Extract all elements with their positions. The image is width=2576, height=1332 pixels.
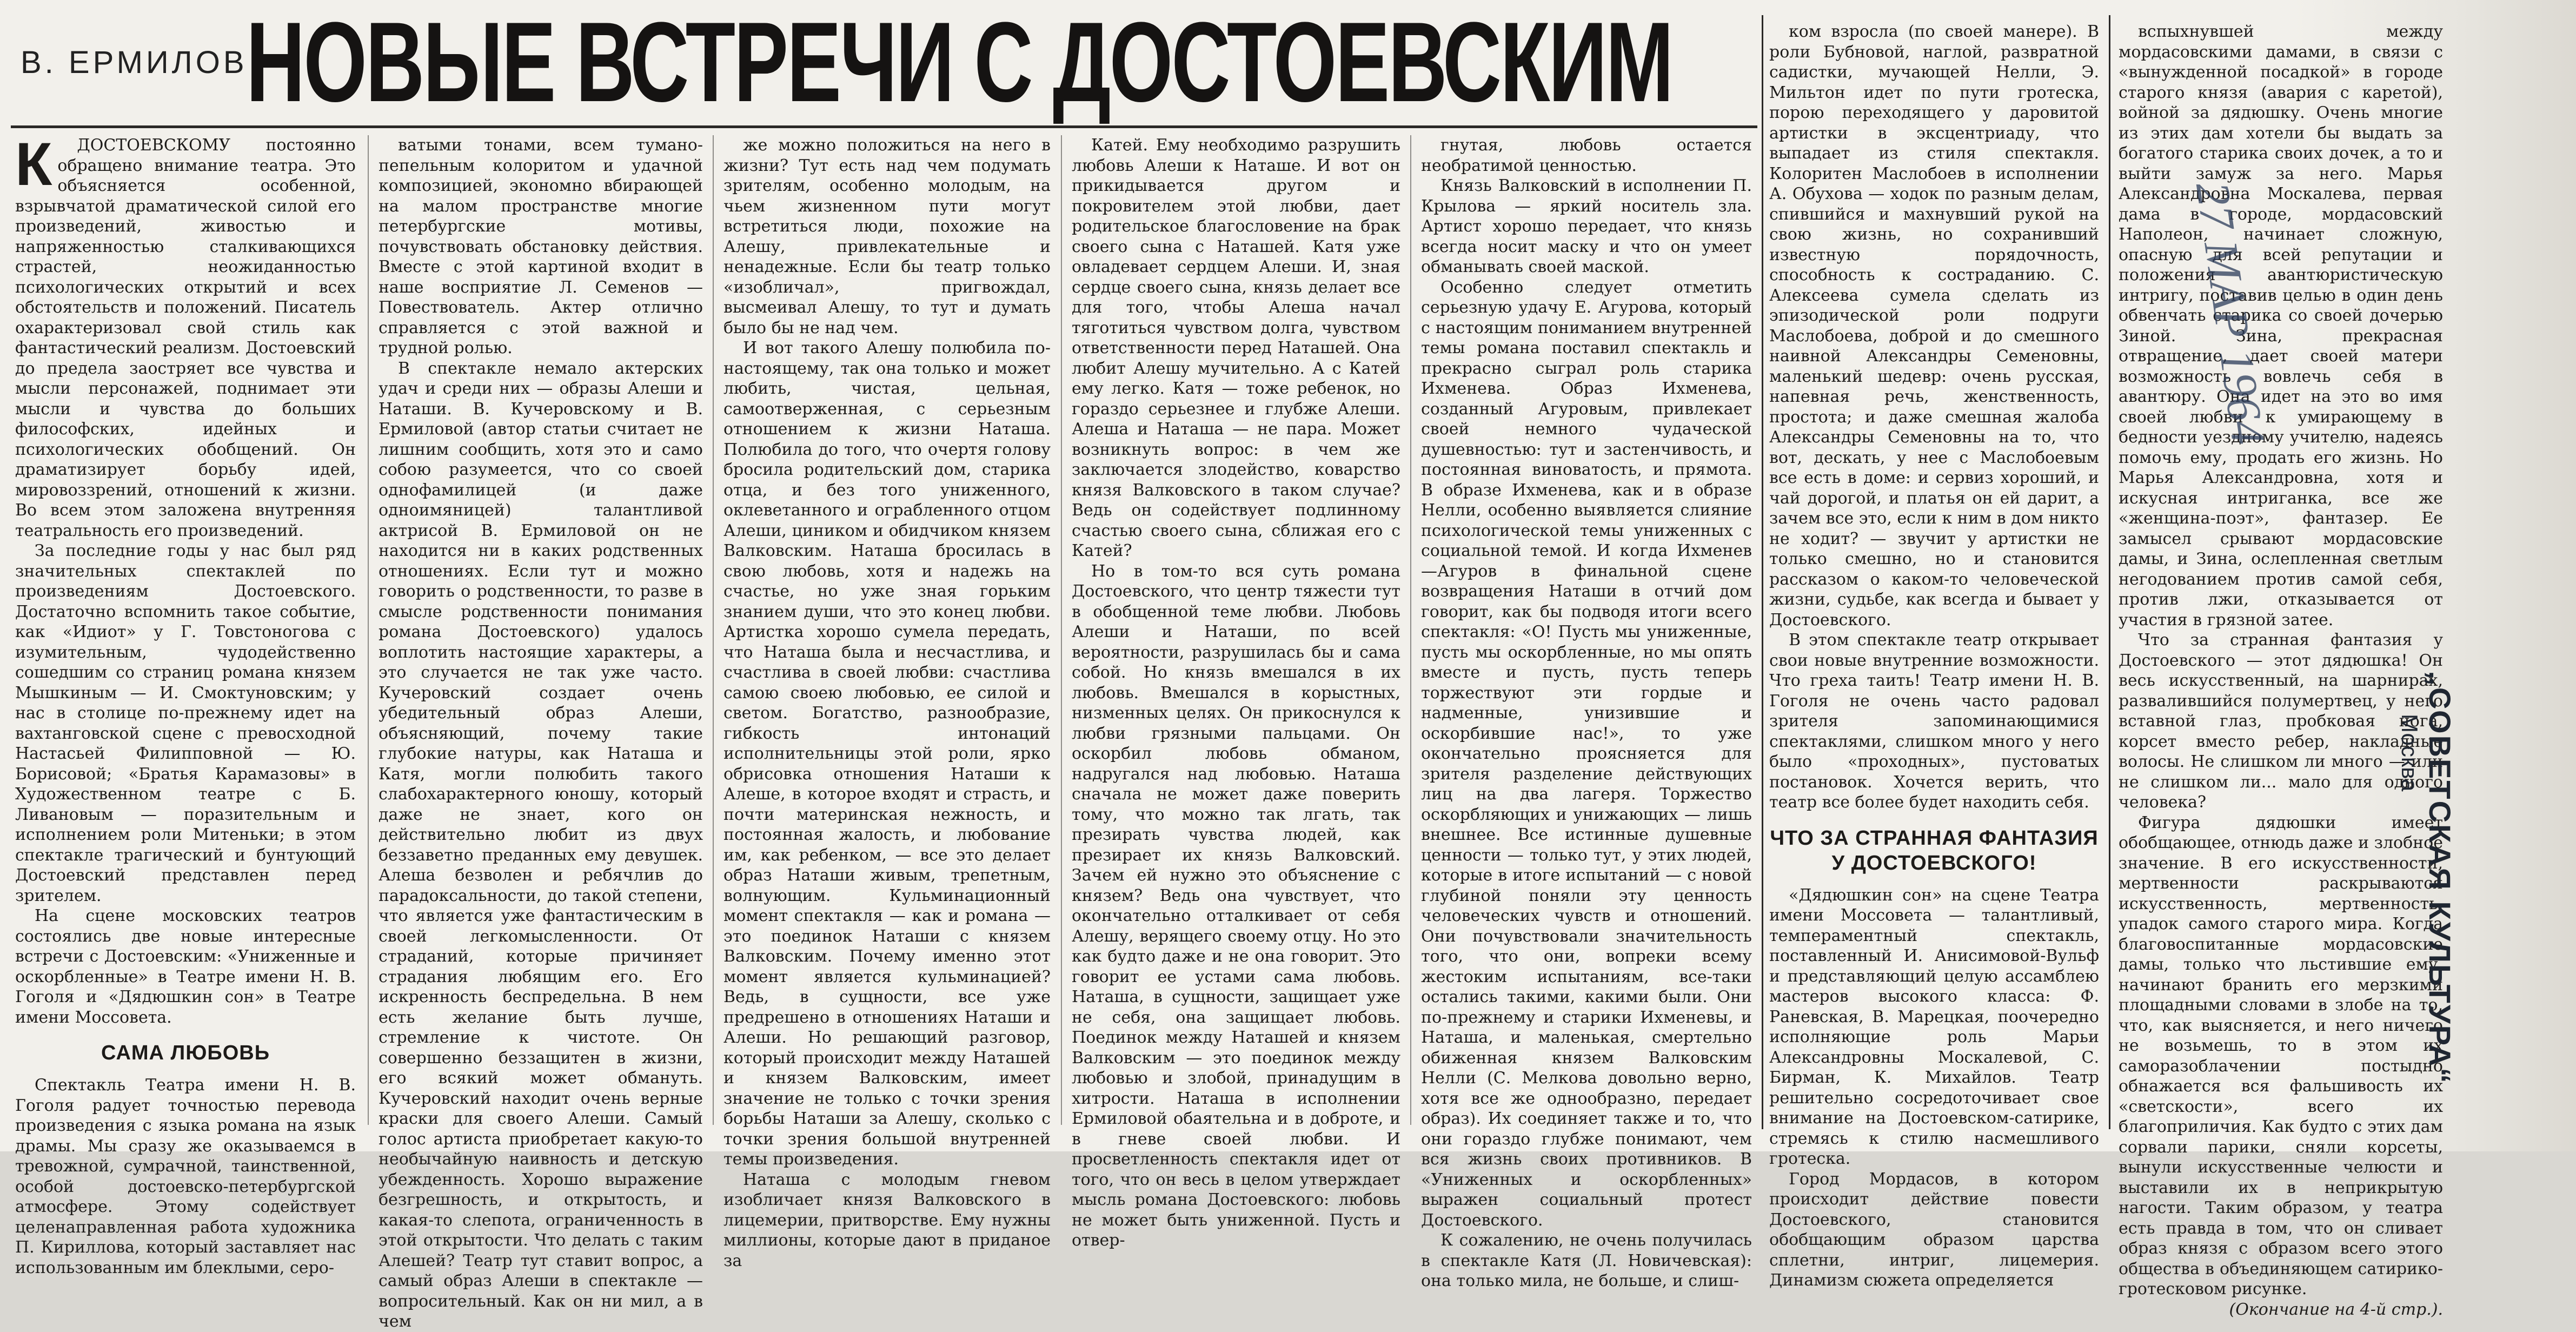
paragraph: «Дядюшкин сон» на сцене Театра имени Моссовета — талантливый, темпераментный спектакль, поставленный И. Анисимовой-Вульф и представляющий целую ассамблею мастеров высокого класса: Ф. Раневская, В. Марецкая, поочередно исполняющие роль Марьи Александровны Москалевой, С. Бирман, К. Михайлов. Театр решительно сосредоточивает свое внимание на Достоевском-сатирике, стремясь к стилю насмешливого гротеска. bbox=[1769, 885, 2099, 1168]
article-column-5 bbox=[1421, 135, 1752, 1290]
city-stamp: Москва bbox=[2397, 714, 2422, 792]
article-headline: НОВЫЕ ВСТРЕЧИ С ДОСТОЕВСКИМ bbox=[246, 0, 1672, 125]
article-column-7 bbox=[2119, 22, 2443, 1319]
paragraph: вспыхнувшей между мордасовскими дамами, в связи с «вынужденной посадкой» в городе старого князя (авария с каретой), войной за дядюшку. Очень многие из этих дам хотели бы выдать за богатого старика своих дочек, а то и выйти замуж за него. Марья Александровна Москалева, первая дама в городе, мордасовский Наполеон, начинает сложную, опасную для всей репутации и положения авантюристическую интригу, поставив целью в один день обвенчать старика со своей дочерью Зиной. Зина, прекрасная отвращение, дает своей матери возможность вовлечь себя в авантюру. Она идет на это во имя своей любви к умирающему в бедности уездному учителю, надеясь помочь ему, продать его жизнь. Но Марья Александровна, хотя и искусная интриганка, все же «женщина-поэт», фантазер. Ее замысел срывают мордасовские дамы, и Зина, ослепленная светлым негодованием против самой себя, против лжи, отказывается от участия в грязной затее. bbox=[2119, 22, 2443, 629]
paragraph: ком взросла (по своей манере). В роли Бубновой, наглой, развратной садистки, мучающей Нелли, Э. Мильтон идет по пути гротеска, порою переходящего у даровитой артистки в эксцентриаду, что выпадает из стиля спектакля. Колоритен Маслобоев в исполнении А. Обухова — ходок по разным делам, спившийся и махнувший рукой на свою жизнь, но сохранивший известную порядочность, способность к состраданию. С. Алексеева сумела сделать из эпизодической роли подруги Маслобоева, доброй и до смешного наивной Александры Семеновны, маленький шедевр: очень русская, напевная речь, женственность, простота; и даже смешная жалоба Александры Семеновны на то, что вот, дескать, у нее с Маслобоевым все есть в доме: и сервиз хороший, и чай дорогой, и платья он ей дарит, а зачем все это, если к ним в дом никто не ходит? — звучит у артистки не только смешно, но и становится рассказом о каком-то человеческой жизни, судьбе, как всегда и бывает у Достоевского. bbox=[1769, 22, 2099, 629]
article-column-6 bbox=[1769, 22, 2099, 1290]
paragraph: Но в том-то вся суть романа Достоевского, что центр тяжести тут в обобщенной теме любви. Любовь Алеши и Наташи, по всей вероятности, разрушилась бы и сама собой. Но князь вмешался в их любовь. Вмешался в корыстных, низменных целях. Он прикоснулся к любви грязными пальцами. Он оскорбил любовь обманом, надругался над любовью. Наташа сначала не может даже поверить тому, что можно так лгать, так презирать чувства людей, как презирает их князь Валковский. Зачем ей нужно это объяснение с князем? Ведь она чувствует, что окончательно отталкивает от себя Алешу, верящего своему отцу. Но это как будто даже и не она говорит. Это говорит ее устами сама любовь. Наташа, в сущности, защищает уже не себя, она защищает любовь. Поединок между Наташей и князем Валковским — это поединок между любовью и злобой, принадущим в хитрости. Наташа в исполнении Ермиловой обаятельна и в доброте, и в гневе своей любви. И просветленность спектакля идет от того, что он весь в целом утверждает мысль романа Достоевского: любовь не может быть униженной. Пусть и отвер- bbox=[1072, 561, 1400, 1250]
section-subheading: САМА ЛЮБОВЬ bbox=[101, 1042, 270, 1064]
header-rule bbox=[11, 125, 1757, 128]
column-divider bbox=[1061, 135, 1062, 1125]
paragraph: И вот такого Алешу полюбила по-настоящему, так она только и может любить, чистая, цельная, самоотверженная, с серьезным отношением к жизни Наташа. Полюбила до того, что очертя голову бросила родительский дом, старика отца, и без того униженного, оклеветанного и ограбленного отцом Алеши, циником и обидчиком князем Валковским. Наташа бросилась в свою любовь, хотя и надежь на счастье, но уже зная горьким знанием души, что это конец любви. Артистка хорошо сумела передать, что Наташа была и несчастлива, и счастлива в своей любви: счастлива самою своею любовью, ее силой и светом. Богатство, разнообразие, гибкость интонаций исполнительницы этой роли, ярко обрисовка отношения Наташи к Алеше, в которое входят и страсть, и почти материнская нежность, и постоянная жалость, и любование им, как ребенком, — все это делает образ Наташи живым, трепетным, волнующим. Кульминационный момент спектакля — как и романа — это поединок Наташи с князем Валковским. Почему именно этот момент является кульминацией? Ведь, в сущности, все уже предрешено в отношениях Наташи и Алеши. Но решающий разговор, который происходит между Наташей и князем Валковским, имеет значение не только с точки зрения борьбы Наташи за Алешу, сколько с точки зрения большой внутренней темы произведения. bbox=[723, 339, 1051, 1169]
paragraph: ватыми тонами, всем тумано-пепельным колоритом и удачной композицией, экономно вбирающей на малом пространстве многие петербургские мотивы, почувствовать обстановку действия. Вместе с этой картиной входит в наше восприятие Л. Семенов — Повествователь. Актер отлично справляется с этой важной и трудной ролью. bbox=[379, 136, 703, 357]
article-author: В. ЕРМИЛОВ bbox=[21, 45, 248, 80]
paragraph: же можно положиться на него в жизни? Тут есть над чем подумать зрителям, особенно молодым, на чьем жизненном пути могут встретиться люди, похожие на Алешу, привлекательные и ненадежные. Если бы театр только «изобличал», пригвождал, высмеивал Алешу, то тут и думать было бы не над чем. bbox=[723, 136, 1051, 337]
paragraph: Город Мордасов, в котором происходит действие повести Достоевского, становится обобщающим образом царства сплетни, интриг, лицемерия. Динамизм сюжета определяется bbox=[1769, 1169, 2099, 1290]
article-column-3 bbox=[723, 135, 1051, 1270]
paragraph: ДОСТОЕВСКОМУ постоянно обращено внимание театра. Это объясняется особенной, взрывчатой драматической силой его произведений, живостью и напряженностью сталкивающихся страстей, неожиданностью психологических открытий и всех обстоятельств и положений. Писатель охарактеризовал свой стиль как фантастический реализм. Достоевский до предела заостряет все чувства и мысли персонажей, поднимает эти мысли и чувства до больших философских, идейных и психологических обобщений. Он драматизирует борьбу идей, мировоззрений, отношений к жизни. Во всем этом заложена внутренняя театральность его произведений. bbox=[15, 136, 356, 540]
paragraph: Особенно следует отметить серьезную удачу Е. Агурова, который с настоящим пониманием внутренней темы романа поставил спектакль и прекрасно сыграл роль старика Ихменева. Образ Ихменева, созданный Агуровым, привлекает своей немного чудаческой душевностью: тут и застенчивость, и постоянная виноватость, и прямота. В образе Ихменева, как и в образе Нелли, особенно выявляется слияние психологической темы униженных с социальной темой. И когда Ихменев—Агуров в финальной сцене возвращения Наташи в отчий дом говорит, как бы подводя итоги всего спектакля: «О! Пусть мы униженные, пусть мы оскорбленные, но мы опять вместе и пусть, пусть теперь торжествуют эти гордые и надменные, унизившие и оскорбившие нас!», то уже окончательно проясняется для зрителя разделение действующих лиц на два лагеря. Торжество оскорбляющих и унижающих — лишь внешнее. Все истинные душевные ценности — только тут, у этих людей, которые в итоге испытаний — с новой глубиной поняли эту ценность человеческих чувств и отношений. Они почувствовали значительность того, что они, вопреки всему жестоким испытаниям, все-таки остались такими, какими были. Они по-прежнему и старики Ихменевы, и Наташа, и маленькая, смертельно обиженная князем Валковским Нелли (С. Мелкова довольно верно, хотя все же однообразно, передает образ). Их соединяет также и то, что они гораздо глубже понимают, чем вся жизнь своих противников. В «Униженных и оскорбленных» выражен социальный протест Достоевского. bbox=[1421, 277, 1752, 1230]
column-divider bbox=[1410, 135, 1411, 1125]
continuation-note: (Окончание на 4-й стр.). bbox=[2229, 1300, 2443, 1319]
date-stamp: 27 МАР 1964 bbox=[2185, 178, 2275, 448]
paragraph: Князь Валковский в исполнении П. Крылова — яркий носитель зла. Артист хорошо передает, что князь всегда носит маску и что он умеет обманывать своей маской. bbox=[1421, 176, 1752, 276]
column-divider bbox=[1762, 15, 1763, 1129]
paragraph: Наташа с молодым гневом изобличает князя Валковского в лицемерии, притворстве. Ему нужны миллионы, которые дают в приданое за bbox=[723, 1170, 1051, 1270]
paragraph: В этом спектакле театр открывает свои новые внутренние возможности. Что греха таить! Театр имени Н. В. Гоголя не очень часто радовал зрителя запоминающимися спектаклями, слишком много у него было «проходных», пустоватых постановок. Хочется верить, что театр все более будет находить себя. bbox=[1769, 631, 2099, 812]
paragraph: За последние годы у нас был ряд значительных спектаклей по произведениям Достоевского. Достаточно вспомнить такое событие, как «Идиот» у Г. Товстоногова с изумительным, чудодейственно сошедшим со страниц романа князем Мышкиным — И. Смоктуновским; у нас в столице по-прежнему идет на вахтанговской сцене с превосходной Настасьей Филипповной — Ю. Борисовой; «Братья Карамазовы» в Художественном театре с Б. Ливановым — поразительным и исполнением роли Митеньки; в этом спектакле трагический и бунтующий Достоевский представлен перед зрителем. bbox=[15, 541, 356, 905]
paragraph: В спектакле немало актерских удач и среди них — образы Алеши и Наташи. В. Кучеровскому и В. Ермиловой (автор статьи считает не лишним сообщить, хотя это и само собою разумеется, что со своей однофамилицей (и даже одноимяницей) талантливой актрисой В. Ермиловой он не находится ни в каких родственных отношениях. Если тут и можно говорить о родственности, то разве в смысле родственности понимания романа Достоевского) удалось воплотить настоящие характеры, а это случается не так уже часто. Кучеровский создает очень убедительный образ Алеши, объясняющий, почему такие глубокие натуры, как Наташа и Катя, могли полюбить такого слабохарактерного юношу, который даже не знает, кого он действительно любит из двух беззаветно преданных ему девушек. Алеша безволен и ребячлив до парадоксальности, до такой степени, что является уже фантастическим в своей легкомысленности. От страданий, которые причиняет страдания любящим его. Его искренность беспредельна. В нем есть желание быть лучше, стремление к чистоте. Он совершенно беззащитен в жизни, его всякий может обмануть. Кучеровский находит очень верные краски для своего Алеши. Самый голос артиста приобретает какую-то необычайную наивность и детскую убежденность. Хорошо выражение безгрешность, и открытость, и какая-то слепота, ограниченность в этой открытости. Что делать с таким Алешей? Театр тут ставит вопрос, а самый образ Алеши в спектакле — вопросительный. Как он ни мил, а в чем bbox=[379, 359, 703, 1331]
paragraph: На сцене московских театров состоялись две новые интересные встречи с Достоевским: «Униженные и оскорбленные» в Театре имени Н. В. Гоголя и «Дядюшкин сон» в Театре имени Моссовета. bbox=[15, 906, 356, 1027]
column-divider bbox=[2109, 15, 2110, 1129]
section-subheading: ЧТО ЗА СТРАННАЯ ФАНТАЗИЯ У ДОСТОЕВСКОГО! bbox=[1770, 826, 2099, 874]
paragraph: гнутая, любовь остается необратимой ценностью. bbox=[1421, 136, 1752, 175]
article-column-2 bbox=[379, 135, 703, 1331]
paragraph: Фигура дядюшки имеет обобщающее, отнюдь даже и злобное значение. В его искусственности, мертвенности раскрываются искусственность, мертвенность, упадок самого старого мира. Когда благовоспитанные мордасовские дамы, только что льстившие ему, начинают бранить его мерзкими площадными словами в злобе на то, что, как выясняется, и него ничего не возьмешь, то в этом их саморазоблачении постыдно обнажается вся фальшивость их «светскости», всего их благоприличия. Как будто с этих дам сорвали парики, сняли корсеты, вынули искусственные челюсти и выставили их в неприкрытую нагости. Таким образом, у театра есть правда в том, что он сливает образ князя с образом всего этого общества в объединяющем сатирико-гротесковом рисунке. bbox=[2119, 813, 2443, 1298]
article-column-1 bbox=[15, 130, 356, 1277]
paragraph: Что за странная фантазия у Достоевского — этот дядюшка! Он весь искусственный, на шарнирах, развалившийся полумертвец, у него вставной глаз, пробковая нога, корсет вместо ребер, накладные волосы. Не слишком ли много — или не слишком ли... мало для одного человека? bbox=[2119, 631, 2443, 812]
paragraph: Катей. Ему необходимо разрушить любовь Алеши к Наташе. И вот он прикидывается другом и покровителем этой любви, дает родительское благословение на брак своего сына с Наташей. Катя уже овладевает сердцем Алеши. И, зная сердце своего сына, князь делает все для того, чтобы Алеша начал тяготиться чувством долга, чувством ответственности перед Наташей. Она любит Алешу мучительно. А с Катей ему легко. Катя — тоже ребенок, но гораздо серьезнее и глубже Алеши. Алеша и Наташа — не пара. Может возникнуть вопрос: в чем же заключается злодейство, коварство князя Валковского в таком случае? Ведь он содействует подлинному счастью своего сына, сближая его с Катей? bbox=[1072, 136, 1400, 560]
column-divider bbox=[368, 135, 369, 1125]
paragraph: К сожалению, не очень получилась в спектакле Катя (Л. Новичевская): она только мила, не больше, и слиш- bbox=[1421, 1231, 1752, 1290]
column-divider bbox=[713, 135, 714, 1125]
article-column-4 bbox=[1072, 135, 1400, 1250]
paragraph: Спектакль Театра имени Н. В. Гоголя радует точностью перевода произведения с языка романа на язык драмы. Мы сразу же оказываемся в тревожной, сумрачной, таинственной, особой достоевско-петербургской атмосфере. Этому содействует целенаправленная работа художника П. Кириллова, который заставляет нас использованным им блеклыми, серо- bbox=[15, 1076, 356, 1277]
drop-cap: К bbox=[15, 130, 52, 198]
newspaper-name-stamp: „СОВЕТСКАЯ КУЛЬТУРА“ bbox=[2423, 671, 2457, 1085]
